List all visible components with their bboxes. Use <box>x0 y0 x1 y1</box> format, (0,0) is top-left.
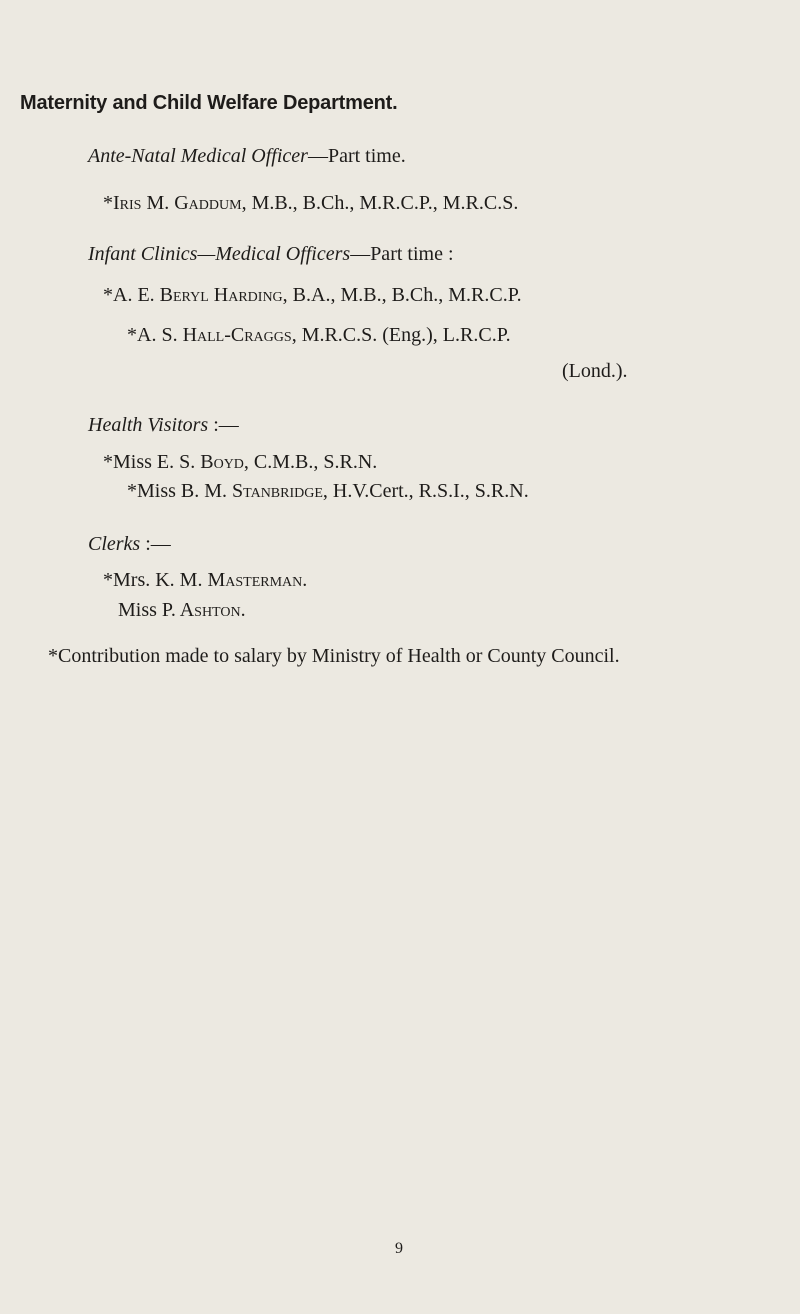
section-title-ante-natal: Ante-Natal Medical Officer—Part time. <box>88 145 406 167</box>
page-number: 9 <box>395 1240 403 1257</box>
section-title-infant-clinics: Infant Clinics—Medical Officers—Part time : <box>88 243 454 265</box>
entry-boyd: *Miss E. S. Boyd, C.M.B., S.R.N. <box>103 451 378 473</box>
entry-ashton: Miss P. Ashton. <box>118 599 246 621</box>
entry-hall-craggs: *A. S. Hall-Craggs, M.R.C.S. (Eng.), L.R.C.P. <box>127 324 511 346</box>
entry-stanbridge: *Miss B. M. Stanbridge, H.V.Cert., R.S.I., S.R.N. <box>127 480 529 502</box>
footnote: *Contribution made to salary by Ministry of Health or County Council. <box>48 645 620 667</box>
page-heading: Maternity and Child Welfare Department. <box>20 92 398 114</box>
section-title-health-visitors: Health Visitors :— <box>88 414 239 436</box>
entry-masterman: *Mrs. K. M. Masterman. <box>103 569 308 591</box>
section-title-clerks: Clerks :— <box>88 533 171 555</box>
entry-hall-craggs-continuation: (Lond.). <box>562 360 628 382</box>
entry-gaddum: *Iris M. Gaddum, M.B., B.Ch., M.R.C.P., M.R.C.S. <box>103 192 519 214</box>
entry-harding: *A. E. Beryl Harding, B.A., M.B., B.Ch., M.R.C.P. <box>103 284 522 306</box>
